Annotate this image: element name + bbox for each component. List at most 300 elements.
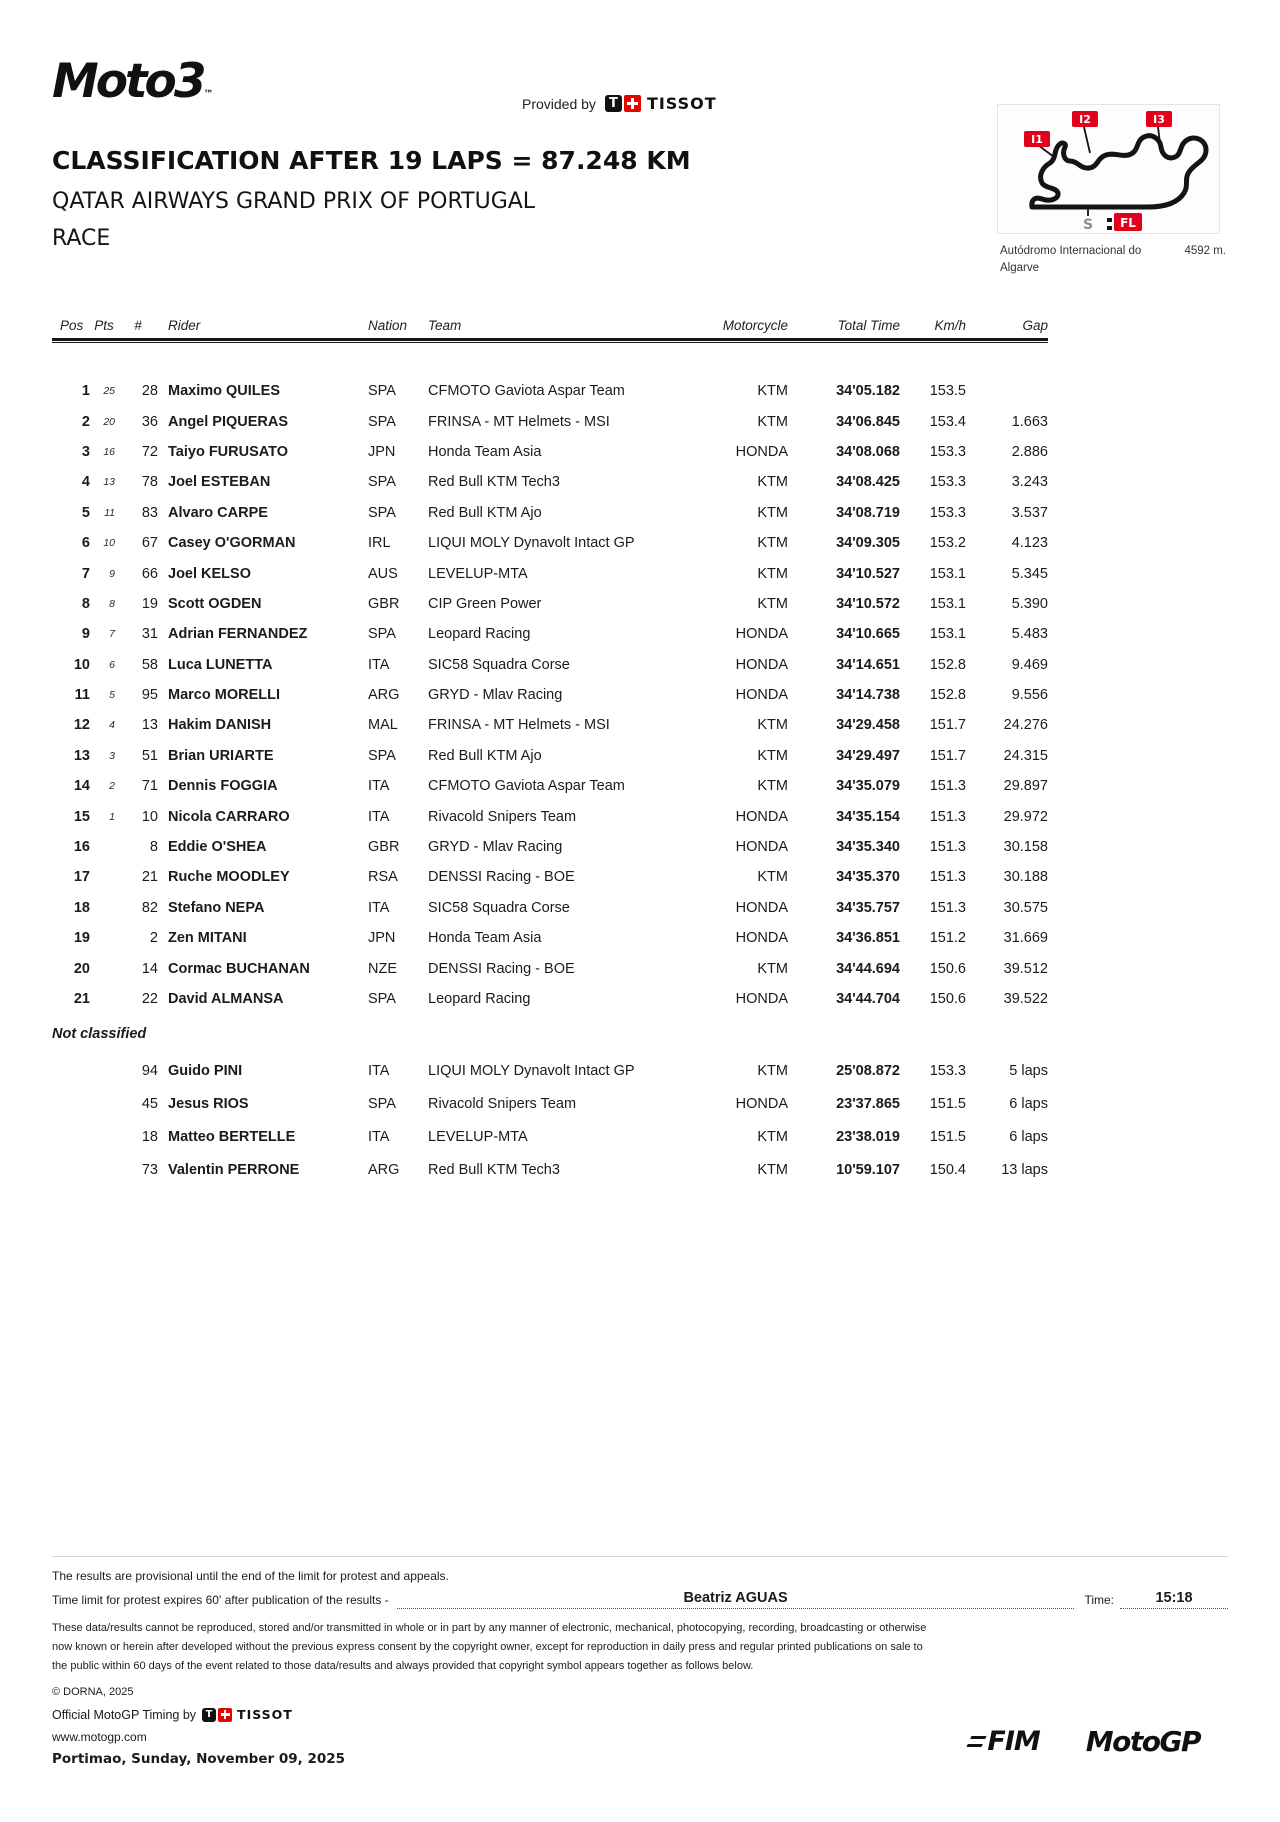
header-cell-rider: Rider [168, 317, 201, 333]
cell-rider: Adrian FERNANDEZ [168, 626, 308, 643]
track-outline-icon [998, 105, 1219, 233]
cell-pos: 3 [81, 443, 90, 460]
copyright: © DORNA, 2025 [52, 1686, 134, 1698]
header-cell-number: # [134, 317, 142, 333]
cell-pos: 8 [81, 595, 90, 612]
cell-num: 73 [141, 1161, 158, 1178]
cell-team: Leopard Racing [428, 626, 531, 643]
cell-nation: SPA [368, 383, 396, 400]
cell-pos: 16 [73, 839, 90, 856]
cell-pos: 14 [73, 778, 90, 795]
cell-gap: 30.188 [1003, 869, 1048, 886]
classified-rows [52, 376, 1048, 1014]
cell-total_time: 34'08.068 [836, 443, 900, 460]
cell-gap: 31.669 [1003, 930, 1048, 947]
cell-kmh: 153.1 [929, 595, 966, 612]
cell-rider: Angel PIQUERAS [168, 413, 289, 430]
table-row [52, 984, 1048, 1014]
swiss-cross-icon [624, 95, 641, 112]
cell-pts: 13 [103, 476, 115, 489]
cell-kmh: 151.3 [929, 839, 966, 856]
cell-gap: 6 laps [1009, 1095, 1048, 1112]
cell-gap: 13 laps [1001, 1161, 1048, 1178]
cell-total_time: 25'08.872 [836, 1062, 900, 1079]
table-row [52, 1054, 1048, 1087]
cell-total_time: 34'44.704 [836, 991, 900, 1007]
cell-team: Red Bull KTM Ajo [428, 504, 542, 521]
track-caption [1000, 243, 1226, 277]
cell-kmh: 151.3 [929, 899, 966, 916]
cell-pts: 16 [103, 445, 115, 458]
track-name-line2: Algarve [1000, 262, 1039, 274]
cell-team: CFMOTO Gaviota Aspar Team [428, 778, 625, 795]
cell-kmh: 151.3 [929, 778, 966, 795]
cell-kmh: 150.4 [929, 1161, 966, 1178]
cell-motorcycle: HONDA [735, 930, 788, 947]
cell-motorcycle: KTM [757, 1128, 788, 1145]
cell-team: LIQUI MOLY Dynavolt Intact GP [428, 1062, 635, 1079]
cell-total_time: 34'09.305 [836, 535, 900, 552]
cell-rider: Stefano NEPA [168, 899, 265, 916]
cell-team: Leopard Racing [428, 991, 531, 1007]
cell-pos: 11 [74, 687, 90, 704]
cell-nation: SPA [368, 413, 396, 430]
cell-rider: David ALMANSA [168, 991, 284, 1007]
signature-name: Beatriz AGUAS [683, 1590, 788, 1606]
cell-rider: Taiyo FURUSATO [168, 443, 289, 460]
cell-team: DENSSI Racing - BOE [428, 960, 575, 977]
cell-num: 36 [141, 413, 158, 430]
tissot-logo [605, 94, 717, 113]
start-marker: S [1082, 217, 1094, 233]
table-row [52, 1153, 1048, 1186]
header-cell-pts: Pts [94, 317, 114, 333]
cell-rider: Hakim DANISH [168, 717, 272, 734]
provided-by [522, 94, 717, 113]
tissot-t-icon: T [605, 95, 622, 112]
time-line [1120, 1589, 1228, 1609]
cell-gap: 3.243 [1011, 474, 1048, 491]
finish-marker: FL [1120, 216, 1136, 230]
table-row [52, 953, 1048, 983]
timing-credit [52, 1707, 1228, 1722]
cell-pos: 13 [73, 747, 90, 764]
legal-line: now known or herein after developed without the previous express consent by the copyright owner, except for reproduction in daily press and regular printed publications on sale to [52, 1641, 923, 1653]
cell-nation: NZE [368, 960, 397, 977]
tissot-wordmark: TISSOT [646, 94, 717, 113]
cell-pos: 1 [81, 383, 90, 400]
cell-pos: 4 [81, 474, 90, 491]
cell-team: LIQUI MOLY Dynavolt Intact GP [428, 535, 635, 552]
cell-kmh: 151.2 [929, 930, 966, 947]
cell-pts: 4 [109, 719, 115, 732]
cell-total_time: 34'08.719 [836, 504, 900, 521]
cell-total_time: 34'36.851 [836, 930, 900, 947]
header-cell-gap: Gap [1022, 317, 1048, 333]
cell-rider: Joel KELSO [168, 565, 251, 582]
table-header [52, 312, 1048, 338]
table-row [52, 619, 1048, 649]
cell-motorcycle: HONDA [735, 899, 788, 916]
cell-gap: 30.158 [1003, 839, 1048, 856]
cell-gap: 4.123 [1011, 535, 1048, 552]
tissot-logo-small [202, 1707, 293, 1722]
cell-pos: 9 [81, 626, 90, 643]
cell-team: Honda Team Asia [428, 930, 542, 947]
cell-num: 21 [141, 869, 158, 886]
cell-num: 71 [141, 778, 158, 795]
cell-kmh: 150.6 [929, 991, 966, 1007]
cell-rider: Cormac BUCHANAN [168, 960, 310, 977]
moto3-logo-text: Moto3 [52, 54, 204, 109]
cell-motorcycle: KTM [757, 778, 788, 795]
cell-motorcycle: KTM [757, 1062, 788, 1079]
cell-nation: RSA [368, 869, 398, 886]
cell-num: 31 [141, 626, 158, 643]
cell-gap: 5.390 [1011, 595, 1048, 612]
cell-motorcycle: KTM [757, 747, 788, 764]
cell-gap: 9.469 [1011, 656, 1048, 673]
fim-wing-icon [967, 1736, 987, 1747]
cell-motorcycle: KTM [757, 869, 788, 886]
cell-team: DENSSI Racing - BOE [428, 869, 575, 886]
cell-rider: Brian URIARTE [168, 747, 274, 764]
cell-rider: Ruche MOODLEY [168, 869, 290, 886]
cell-rider: Zen MITANI [168, 930, 247, 947]
cell-rider: Maximo QUILES [168, 383, 280, 400]
cell-pts: 9 [109, 567, 115, 580]
cell-gap: 5.345 [1011, 565, 1048, 582]
cell-gap: 24.276 [1003, 717, 1048, 734]
cell-total_time: 34'10.665 [836, 626, 900, 643]
cell-kmh: 153.3 [929, 1062, 966, 1079]
cell-nation: ITA [368, 899, 390, 916]
cell-nation: ARG [368, 1161, 400, 1178]
cell-num: 67 [141, 535, 158, 552]
cell-total_time: 34'14.738 [836, 687, 900, 704]
cell-num: 58 [141, 656, 158, 673]
cell-num: 51 [141, 747, 158, 764]
trademark-symbol: ™ [203, 89, 214, 100]
timing-credit-label: Official MotoGP Timing by [52, 1707, 197, 1722]
cell-rider: Nicola CARRARO [168, 808, 290, 825]
cell-rider: Jesus RIOS [168, 1095, 249, 1112]
table-row [52, 1120, 1048, 1153]
cell-nation: SPA [368, 474, 396, 491]
cell-pts: 11 [104, 506, 115, 519]
cell-pts: 20 [103, 415, 115, 428]
cell-motorcycle: KTM [757, 535, 788, 552]
cell-kmh: 153.5 [929, 383, 966, 400]
sector-label-i3: I3 [1153, 113, 1165, 126]
cell-team: Red Bull KTM Ajo [428, 747, 542, 764]
cell-motorcycle: KTM [757, 595, 788, 612]
cell-pos: 2 [81, 413, 90, 430]
sector-label-i2: I2 [1079, 113, 1091, 126]
cell-pos: 17 [73, 869, 90, 886]
cell-total_time: 34'08.425 [836, 474, 900, 491]
cell-total_time: 34'10.527 [836, 565, 900, 582]
cell-nation: MAL [368, 717, 398, 734]
cell-kmh: 153.3 [929, 474, 966, 491]
header-rule [52, 338, 1048, 343]
header-cell-total-time: Total Time [837, 317, 900, 333]
cell-total_time: 23'38.019 [836, 1128, 900, 1145]
cell-nation: ITA [368, 778, 390, 795]
cell-motorcycle: HONDA [735, 839, 788, 856]
cell-nation: JPN [368, 443, 396, 460]
table-row [52, 832, 1048, 862]
table-row [52, 437, 1048, 467]
cell-pts: 3 [109, 749, 115, 762]
cell-gap: 24.315 [1003, 747, 1048, 764]
cell-num: 45 [141, 1095, 158, 1112]
cell-total_time: 34'35.154 [836, 808, 900, 825]
table-row [52, 923, 1048, 953]
track-name-line1: Autódromo Internacional do [1000, 245, 1142, 257]
table-row [52, 558, 1048, 588]
cell-rider: Marco MORELLI [168, 687, 280, 704]
cell-total_time: 34'29.497 [836, 747, 900, 764]
cell-team: LEVELUP-MTA [428, 1128, 528, 1145]
cell-team: GRYD - Mlav Racing [428, 687, 563, 704]
cell-kmh: 150.6 [929, 960, 966, 977]
cell-team: SIC58 Squadra Corse [428, 899, 570, 916]
cell-pos: 15 [73, 808, 90, 825]
event-title: QATAR AIRWAYS GRAND PRIX OF PORTUGAL [52, 189, 536, 214]
table-row [52, 528, 1048, 558]
table-row [52, 1087, 1048, 1120]
not-classified-rows [52, 1054, 1048, 1186]
signature-row [52, 1589, 1228, 1609]
cell-kmh: 151.3 [929, 869, 966, 886]
cell-nation: SPA [368, 1095, 396, 1112]
cell-motorcycle: HONDA [735, 656, 788, 673]
cell-nation: ITA [368, 1062, 390, 1079]
table-row [52, 771, 1048, 801]
cell-total_time: 34'10.572 [836, 595, 900, 612]
swiss-cross-icon [218, 1708, 232, 1722]
classification-title: CLASSIFICATION AFTER 19 LAPS = 87.248 KM [52, 146, 691, 175]
cell-kmh: 151.5 [929, 1128, 966, 1145]
cell-team: FRINSA - MT Helmets - MSI [428, 413, 610, 430]
website: www.motogp.com [52, 1730, 147, 1744]
cell-nation: ITA [368, 656, 390, 673]
cell-pos: 19 [73, 930, 90, 947]
dateline: Portimao, Sunday, November 09, 2025 [52, 1751, 346, 1767]
header-cell-kmh: Km/h [934, 317, 966, 333]
cell-kmh: 152.8 [929, 656, 966, 673]
cell-motorcycle: HONDA [735, 808, 788, 825]
table-row [52, 862, 1048, 892]
cell-pts: 1 [109, 810, 115, 823]
cell-motorcycle: KTM [757, 1161, 788, 1178]
legal-text [52, 1619, 1228, 1676]
cell-motorcycle: KTM [757, 474, 788, 491]
cell-team: Rivacold Snipers Team [428, 808, 577, 825]
table-row [52, 467, 1048, 497]
cell-nation: SPA [368, 991, 396, 1007]
cell-team: Honda Team Asia [428, 443, 542, 460]
cell-num: 2 [149, 930, 158, 947]
cell-team: CIP Green Power [428, 595, 542, 612]
table-row [52, 589, 1048, 619]
cell-motorcycle: KTM [757, 565, 788, 582]
cell-motorcycle: HONDA [735, 1095, 788, 1112]
cell-rider: Joel ESTEBAN [168, 474, 271, 491]
cell-pts: 5 [109, 689, 115, 702]
cell-rider: Eddie O'SHEA [168, 839, 267, 856]
cell-pos: 12 [73, 717, 90, 734]
cell-gap: 30.575 [1003, 899, 1048, 916]
cell-team: FRINSA - MT Helmets - MSI [428, 717, 610, 734]
cell-motorcycle: KTM [757, 504, 788, 521]
cell-nation: SPA [368, 626, 396, 643]
table-row [52, 893, 1048, 923]
cell-pos: 18 [73, 899, 90, 916]
cell-gap: 39.522 [1003, 991, 1048, 1007]
table-row [52, 680, 1048, 710]
cell-num: 13 [141, 717, 158, 734]
cell-team: SIC58 Squadra Corse [428, 656, 570, 673]
cell-kmh: 153.2 [929, 535, 966, 552]
cell-num: 18 [141, 1128, 158, 1145]
table-row [52, 741, 1048, 771]
cell-total_time: 34'44.694 [836, 960, 900, 977]
cell-kmh: 152.8 [929, 687, 966, 704]
header-cell-nation: Nation [368, 317, 408, 333]
not-classified-label: Not classified [52, 1026, 147, 1043]
cell-motorcycle: KTM [757, 960, 788, 977]
cell-num: 14 [141, 960, 158, 977]
cell-kmh: 153.1 [929, 565, 966, 582]
cell-motorcycle: KTM [757, 413, 788, 430]
cell-kmh: 153.4 [929, 413, 966, 430]
cell-gap: 2.886 [1011, 443, 1048, 460]
cell-kmh: 151.7 [929, 717, 966, 734]
cell-rider: Casey O'GORMAN [168, 535, 296, 552]
cell-pos: 21 [73, 991, 90, 1007]
cell-total_time: 34'14.651 [836, 656, 900, 673]
sector-label-i1: I1 [1031, 133, 1043, 146]
protest-note: Time limit for protest expires 60' after publication of the results - [52, 1593, 389, 1607]
cell-nation: IRL [368, 535, 391, 552]
cell-num: 95 [141, 687, 158, 704]
cell-pts: 6 [109, 658, 115, 671]
cell-pos: 5 [81, 504, 90, 521]
cell-gap: 1.663 [1011, 413, 1048, 430]
cell-pos: 20 [73, 960, 90, 977]
cell-total_time: 34'06.845 [836, 413, 900, 430]
footer [52, 1556, 1228, 1767]
cell-nation: SPA [368, 504, 396, 521]
cell-num: 78 [141, 474, 158, 491]
table-row [52, 376, 1048, 406]
cell-motorcycle: KTM [757, 383, 788, 400]
cell-kmh: 151.7 [929, 747, 966, 764]
cell-total_time: 23'37.865 [836, 1095, 900, 1112]
cell-nation: ARG [368, 687, 400, 704]
cell-kmh: 153.3 [929, 443, 966, 460]
cell-rider: Guido PINI [168, 1062, 243, 1079]
cell-gap: 29.972 [1003, 808, 1048, 825]
cell-team: Rivacold Snipers Team [428, 1095, 577, 1112]
track-map [997, 104, 1220, 234]
legal-line: These data/results cannot be reproduced, stored and/or transmitted in whole or in part by any manner of electronic, mechanical, photocopying, recording, broadcasting or otherwise [52, 1622, 927, 1634]
cell-pts: 2 [109, 780, 115, 793]
track-length: 4592 m. [1184, 245, 1226, 257]
moto3-logo [52, 54, 214, 109]
cell-num: 72 [141, 443, 158, 460]
cell-kmh: 151.5 [929, 1095, 966, 1112]
cell-total_time: 34'35.757 [836, 899, 900, 916]
cell-gap: 29.897 [1003, 778, 1048, 795]
header-cell-motorcycle: Motorcycle [722, 317, 788, 333]
table-row [52, 650, 1048, 680]
cell-nation: GBR [368, 595, 400, 612]
cell-rider: Matteo BERTELLE [168, 1128, 296, 1145]
cell-pos: 6 [81, 535, 90, 552]
cell-kmh: 153.3 [929, 504, 966, 521]
cell-total_time: 34'29.458 [836, 717, 900, 734]
cell-nation: JPN [368, 930, 396, 947]
cell-motorcycle: HONDA [735, 626, 788, 643]
cell-num: 66 [141, 565, 158, 582]
results-table [52, 312, 1048, 1186]
fim-logo: FIM [969, 1726, 1039, 1757]
cell-nation: SPA [368, 747, 396, 764]
cell-nation: GBR [368, 839, 400, 856]
tissot-t-icon: T [202, 1708, 216, 1722]
cell-nation: ITA [368, 1128, 390, 1145]
session-title: RACE [52, 226, 111, 251]
cell-team: Red Bull KTM Tech3 [428, 1161, 560, 1178]
cell-num: 19 [141, 595, 158, 612]
cell-nation: AUS [368, 565, 398, 582]
cell-rider: Scott OGDEN [168, 595, 262, 612]
time-value: 15:18 [1155, 1590, 1193, 1606]
cell-pos: 10 [73, 656, 90, 673]
cell-pts: 7 [109, 628, 115, 641]
cell-kmh: 151.3 [929, 808, 966, 825]
cell-total_time: 34'35.079 [836, 778, 900, 795]
table-row [52, 498, 1048, 528]
cell-team: CFMOTO Gaviota Aspar Team [428, 383, 625, 400]
provisional-note: The results are provisional until the end of the limit for protest and appeals. [52, 1569, 449, 1583]
table-row [52, 710, 1048, 740]
cell-num: 22 [141, 991, 158, 1007]
cell-pts: 10 [103, 537, 115, 550]
cell-num: 82 [141, 899, 158, 916]
time-label: Time: [1084, 1593, 1114, 1607]
cell-num: 83 [141, 504, 158, 521]
footer-logos [969, 1725, 1200, 1758]
legal-line: the public within 60 days of the event related to those data/results and always provided that copyright symbol appears together as follows below. [52, 1660, 754, 1672]
cell-total_time: 34'05.182 [836, 383, 900, 400]
cell-gap: 6 laps [1009, 1128, 1048, 1145]
cell-motorcycle: KTM [757, 717, 788, 734]
cell-num: 28 [141, 383, 158, 400]
cell-num: 10 [141, 808, 158, 825]
header-cell-team: Team [428, 317, 462, 333]
cell-gap: 39.512 [1003, 960, 1048, 977]
cell-pts: 8 [109, 597, 115, 610]
cell-total_time: 34'35.370 [836, 869, 900, 886]
header-cell-pos: Pos [60, 317, 84, 333]
cell-pos: 7 [81, 565, 90, 582]
cell-total_time: 34'35.340 [836, 839, 900, 856]
cell-total_time: 10'59.107 [836, 1161, 900, 1178]
